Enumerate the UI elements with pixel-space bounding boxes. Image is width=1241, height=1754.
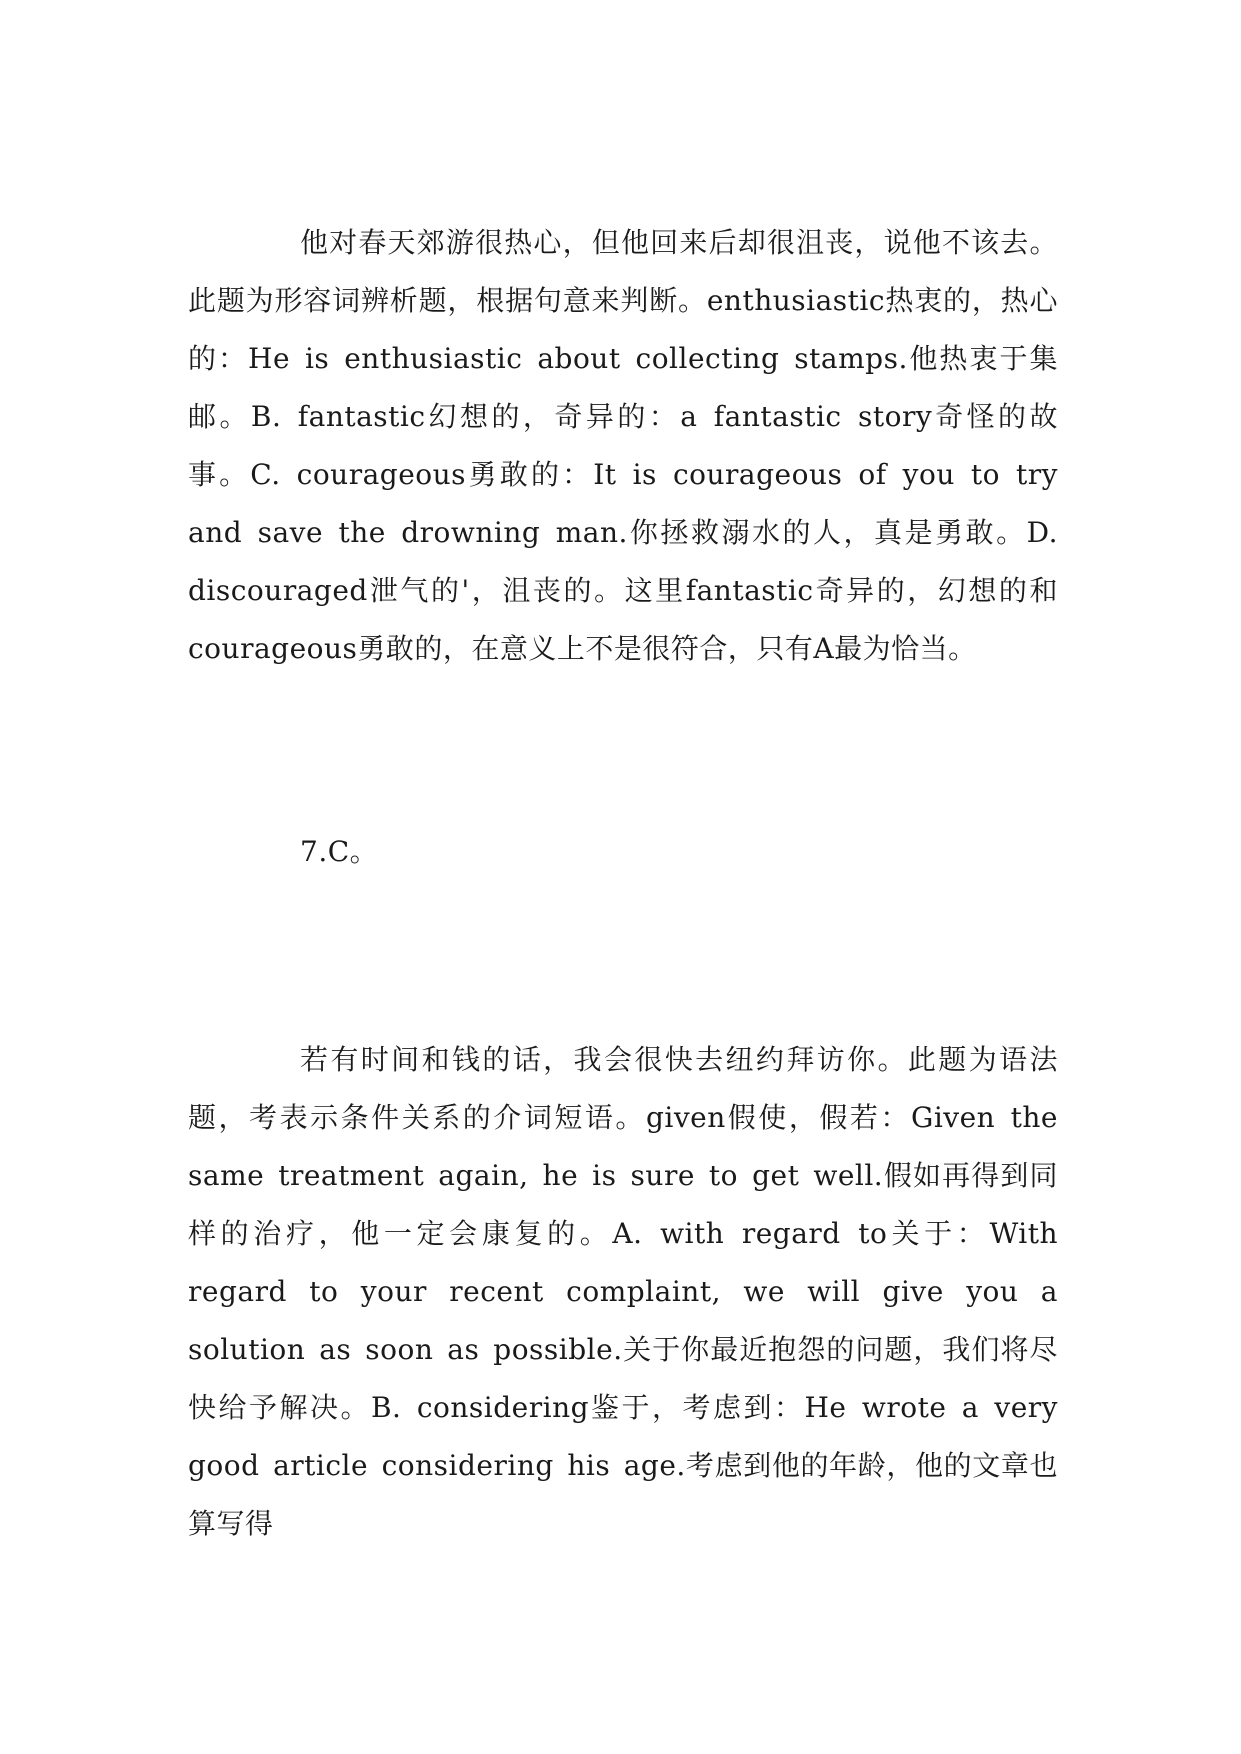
paragraph-explanation-7: 若有时间和钱的话，我会很快去纽约拜访你。此题为语法题，考表示条件关系的介词短语。given假使，假若：Given the same treatment again, he is sure to get well.假如再得到同样的治疗，他一定会康复的。A. with regard to关于：With regard to your recent complaint, we will give you a solution as soon as possible.关于你最近抱怨的问题，我们将尽快给予解决。B. considering鉴于，考虑到：He wrote a very good article considering his age.考虑到他的年龄，他的文章也算写得 [188,1043,1058,1540]
paragraph-explanation-6: 他对春天郊游很热心，但他回来后却很沮丧，说他不该去。此题为形容词辨析题，根据句意来判断。enthusiastic热衷的，热心的：He is enthusiastic about collecting stamps.他热衷于集邮。B. fantastic幻想的，奇异的：a fantastic story奇怪的故事。C. courageous勇敢的：It is courageous of you to try and save the drowning man.你拯救溺水的人，真是勇敢。D. discouraged泄气的'，沮丧的。这里fantastic奇异的，幻想的和courageous勇敢的，在意义上不是很符合，只有A最为恰当。 [188,226,1058,665]
answer-heading-7: 7.C。 [300,835,379,868]
